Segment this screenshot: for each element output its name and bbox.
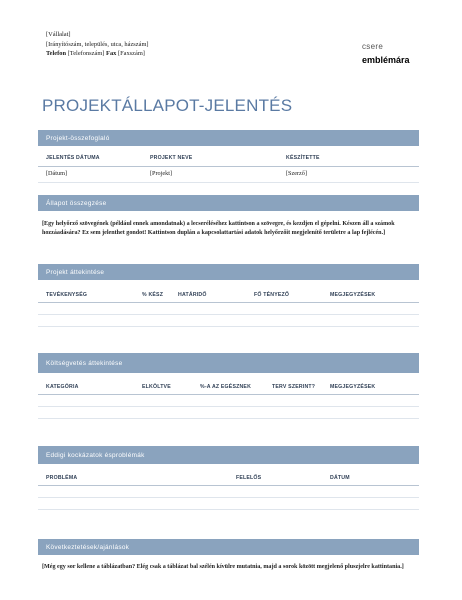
divider bbox=[38, 485, 419, 486]
col-project-name: PROJEKT NEVE bbox=[150, 155, 193, 161]
company-name[interactable]: [Vállalat] bbox=[46, 31, 71, 38]
section-header-overview: Projekt áttekintése bbox=[38, 264, 419, 280]
col-key-factor: FŐ TÉNYEZŐ bbox=[254, 292, 290, 298]
logo-line-2: emblémára bbox=[362, 55, 410, 65]
col-budget-notes: MEGJEGYZÉSEK bbox=[330, 384, 376, 390]
page-title[interactable]: PROJEKTÁLLAPOT-JELENTÉS bbox=[42, 96, 293, 115]
col-author: KÉSZÍTETTE bbox=[286, 155, 320, 161]
status-text[interactable]: [Egy helyőrző szövegének (például ennek amondatnak) a lecseréléséhez kattintson a szövegre, és kezdjen el gépelni. Készen áll a számok hozzáadására? Ez sem jelenthet gondot! Kattintson duplán a kapcsolattartási adatok helyőrzőit megjelenítő területre a lap fejlécén.] bbox=[42, 221, 395, 237]
col-activity: TEVÉKENYSÉG bbox=[46, 292, 88, 298]
section-header-summary: Projekt-összefoglaló bbox=[38, 130, 419, 146]
table-row[interactable] bbox=[38, 497, 419, 498]
divider bbox=[38, 182, 419, 183]
author-value[interactable]: [Szerző] bbox=[286, 170, 307, 177]
col-percent-total: %-A AZ EGÉSZNEK bbox=[200, 384, 252, 390]
table-row[interactable] bbox=[38, 509, 419, 510]
table-row[interactable] bbox=[38, 406, 419, 407]
logo-placeholder[interactable] bbox=[362, 42, 410, 65]
fax-value[interactable]: [Faxszám] bbox=[117, 50, 145, 58]
logo-line-1: csere bbox=[362, 42, 384, 51]
table-row[interactable] bbox=[38, 418, 419, 419]
col-report-date: JELENTÉS DÁTUMA bbox=[46, 155, 100, 161]
col-percent-done: % KÉSZ bbox=[142, 292, 164, 298]
project-name-value[interactable]: [Projekt] bbox=[150, 170, 172, 177]
col-date: DÁTUM bbox=[330, 475, 350, 481]
phone-label: Telefon bbox=[46, 50, 67, 58]
phone-value[interactable]: [Telefonszám] bbox=[67, 50, 105, 58]
company-address[interactable]: [Irányítószám, település, utca, házszám] bbox=[46, 40, 149, 48]
divider bbox=[38, 302, 419, 303]
report-date-value[interactable]: [Dátum] bbox=[46, 170, 67, 177]
conclusions-text[interactable]: [Még egy sor kellene a táblázatban? Elég csak a táblázat bal szélén kívülre mutatnia, majd a sorok között megjelenő pluszjelre kattintania.] bbox=[42, 564, 404, 570]
col-owner: FELELŐS bbox=[236, 475, 262, 481]
company-contact bbox=[46, 49, 149, 59]
company-info bbox=[46, 30, 149, 59]
table-row[interactable] bbox=[38, 314, 419, 315]
col-category: KATEGÓRIA bbox=[46, 384, 79, 390]
fax-label: Fax bbox=[106, 50, 117, 58]
col-spent: ELKÖLTVE bbox=[142, 384, 171, 390]
col-deadline: HATÁRIDŐ bbox=[178, 292, 207, 298]
section-header-status: Állapot összegzése bbox=[38, 195, 419, 211]
section-header-conclusions: Következtetések/ajánlások bbox=[38, 539, 419, 555]
col-notes: MEGJEGYZÉSEK bbox=[330, 292, 376, 298]
divider bbox=[38, 394, 419, 395]
table-row[interactable] bbox=[38, 326, 419, 327]
col-issue: PROBLÉMA bbox=[46, 475, 78, 481]
section-header-budget: Költségvetés áttekintése bbox=[38, 353, 419, 373]
col-on-plan: TERV SZERINT? bbox=[272, 384, 316, 390]
divider bbox=[38, 166, 419, 167]
section-header-risks: Eddigi kockázatok ésproblémák bbox=[38, 446, 419, 464]
